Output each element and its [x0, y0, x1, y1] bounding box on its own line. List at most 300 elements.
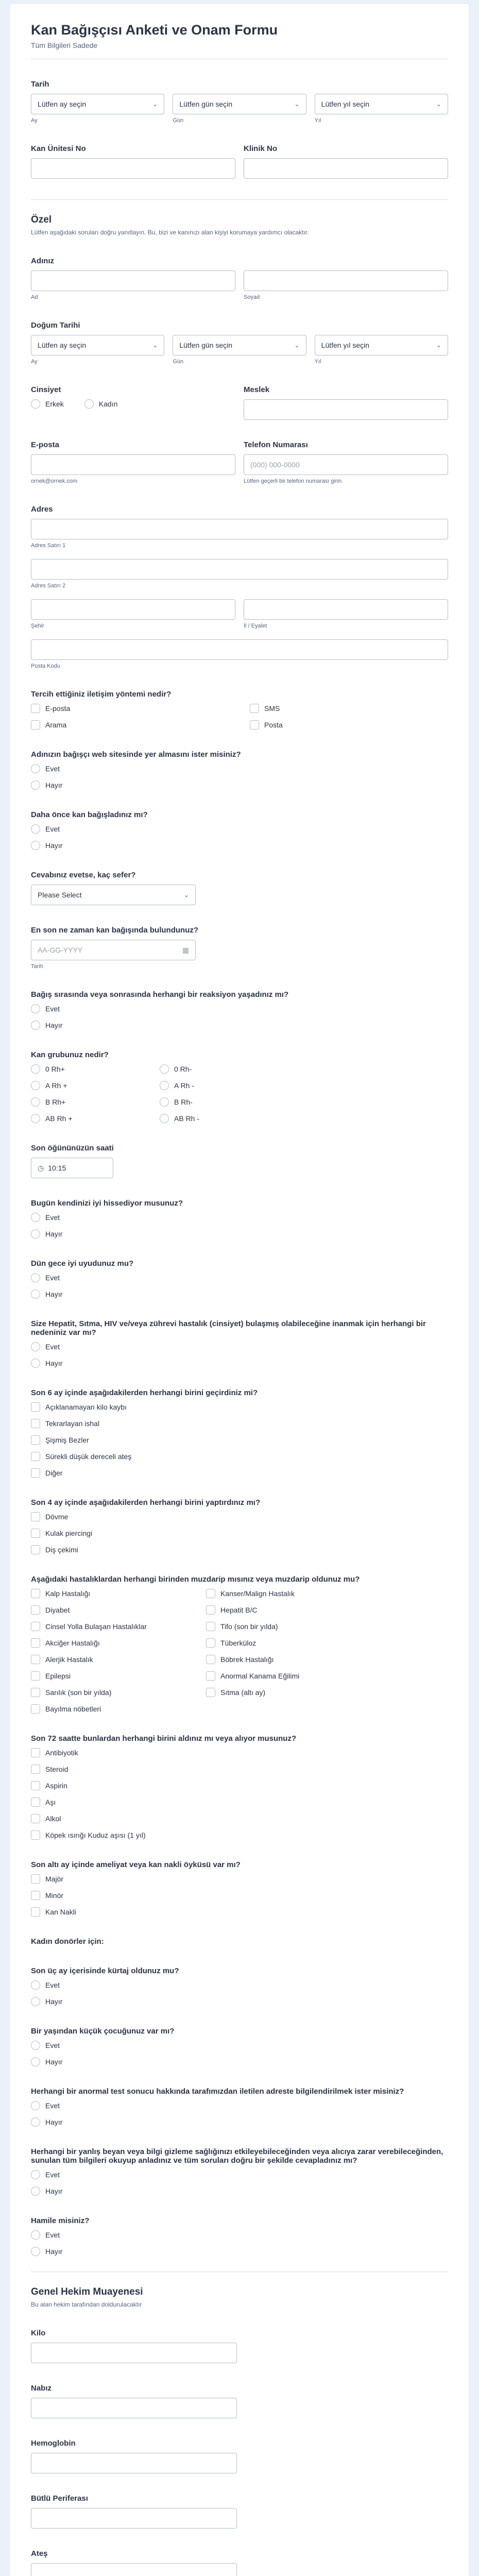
first-name-input[interactable]	[31, 270, 235, 291]
pulse-input[interactable]	[31, 2398, 237, 2418]
option-label: Erkek	[45, 400, 64, 409]
checkbox[interactable]	[31, 1781, 40, 1790]
clock-icon: ◷	[38, 1163, 44, 1172]
radio[interactable]	[31, 1997, 40, 2006]
radio[interactable]	[160, 1081, 169, 1090]
checkbox[interactable]	[31, 1798, 40, 1807]
checkbox[interactable]	[31, 1655, 40, 1664]
option-item[interactable]	[31, 1655, 185, 1664]
checkbox[interactable]	[31, 1704, 40, 1714]
option-label: Dövme	[45, 1513, 69, 1521]
hepatitis-field	[31, 1319, 448, 1368]
registry-option[interactable]	[31, 781, 448, 790]
option-item[interactable]	[31, 1704, 185, 1714]
checkbox[interactable]	[31, 1605, 40, 1615]
date-label: Tarih	[31, 80, 49, 89]
last-donation-placeholder: AA-GG-YYYY	[38, 946, 83, 955]
dob-month-select[interactable]	[31, 335, 164, 355]
surgery-option[interactable]	[31, 1874, 448, 1884]
blood-option[interactable]	[31, 1064, 139, 1074]
option-label: Hayır	[45, 2118, 63, 2127]
meal-time-value: 10:15	[48, 1164, 66, 1173]
form-card	[10, 4, 469, 2576]
checkbox[interactable]	[31, 1874, 40, 1884]
job-label: Meslek	[244, 385, 270, 395]
contact-option[interactable]	[250, 720, 448, 730]
email-phone-row	[31, 440, 448, 484]
radio[interactable]	[31, 1004, 40, 1013]
city-input[interactable]	[31, 599, 235, 620]
option-item[interactable]	[206, 1671, 361, 1681]
checkbox[interactable]	[206, 1655, 215, 1664]
option-label: Tifo (son bir yılda)	[220, 1622, 278, 1631]
page-title: Kan Bağışçısı Anketi ve Onam Formu	[31, 22, 278, 38]
radio[interactable]	[31, 399, 40, 409]
date-month-sublabel: Ay	[31, 117, 38, 124]
dob-day-sublabel: Gün	[173, 359, 184, 365]
date-month-value: Lütfen ay seçin	[38, 100, 87, 109]
option-item[interactable]	[31, 1814, 448, 1823]
temp-input[interactable]	[31, 2563, 237, 2576]
chevron-down-icon: ⌄	[152, 100, 158, 108]
option-label: E-posta	[45, 704, 71, 713]
six-month-option[interactable]	[31, 1402, 448, 1412]
option-label: Kadın	[98, 400, 118, 409]
email-sublabel: ornek@ornek.com	[31, 478, 78, 485]
option-label: Sürekli düşük dereceli ateş	[45, 1452, 132, 1461]
seventy-two-field	[31, 1734, 448, 1840]
blood-option[interactable]	[31, 1097, 139, 1107]
last-donation-sublabel: Tarih	[31, 963, 43, 970]
address-line2-sublabel: Adres Satırı 2	[31, 583, 66, 589]
unit-no-input[interactable]	[31, 158, 235, 179]
radio[interactable]	[31, 1229, 40, 1239]
name-field	[31, 257, 448, 300]
weight-field	[31, 2329, 448, 2363]
option-item[interactable]	[31, 1638, 185, 1648]
contact-option[interactable]	[31, 720, 229, 730]
option-label: Hayır	[45, 1290, 63, 1299]
option-item[interactable]	[206, 1605, 361, 1615]
address-line1-sublabel: Adres Satırı 1	[31, 543, 66, 549]
gender-job-row	[31, 385, 448, 420]
radio[interactable]	[31, 1273, 40, 1282]
state-input[interactable]	[244, 599, 448, 620]
option-label: Evet	[45, 1343, 60, 1351]
radio[interactable]	[31, 1064, 40, 1074]
baby-field	[31, 2027, 448, 2066]
pregnant-option[interactable]	[31, 2247, 448, 2256]
reaction-option[interactable]	[31, 1004, 448, 1013]
option-item[interactable]	[206, 1622, 361, 1631]
checkbox[interactable]	[31, 1688, 40, 1697]
six-month-option[interactable]	[31, 1435, 448, 1445]
exam-heading: Genel Hekim Muayenesi	[31, 2286, 143, 2298]
option-label: Steroid	[45, 1765, 69, 1774]
option-item[interactable]	[31, 1831, 448, 1840]
blood-option[interactable]	[160, 1081, 268, 1090]
radio[interactable]	[31, 2041, 40, 2050]
option-label: Kalp Hastalığı	[45, 1589, 91, 1598]
before-option[interactable]	[31, 824, 448, 834]
option-label: Diyabet	[45, 1606, 70, 1615]
option-label: B Rh-	[174, 1098, 193, 1107]
option-label: Kan Nakli	[45, 1908, 76, 1917]
address-line1-input[interactable]	[31, 519, 448, 539]
date-day-sublabel: Gün	[173, 117, 184, 124]
option-item[interactable]	[31, 1688, 185, 1697]
pulse-field	[31, 2384, 448, 2418]
result-option[interactable]	[31, 2101, 448, 2110]
radio[interactable]	[160, 1097, 169, 1107]
hepatitis-option[interactable]	[31, 1342, 448, 1351]
option-label: Anormal Kanama Eğilimi	[220, 1672, 300, 1681]
dob-month-sublabel: Ay	[31, 359, 38, 365]
checkbox[interactable]	[206, 1589, 215, 1598]
checkbox[interactable]	[206, 1688, 215, 1697]
date-year-sublabel: Yıl	[314, 117, 321, 124]
option-label: Bayılma nöbetleri	[45, 1705, 101, 1714]
radio[interactable]	[31, 2170, 40, 2179]
dob-label: Doğum Tarihi	[31, 321, 80, 330]
women-heading: Kadın donörler için:	[31, 1937, 104, 1946]
option-label: Diğer	[45, 1469, 63, 1478]
email-label: E-posta	[31, 440, 60, 450]
feel-field	[31, 1199, 448, 1239]
surgery-option[interactable]	[31, 1907, 448, 1917]
option-item[interactable]	[31, 1765, 448, 1774]
checkbox[interactable]	[31, 1622, 40, 1631]
option-item[interactable]	[206, 1589, 361, 1598]
abortion-label: Son üç ay içerisinde kürtaj oldunuz mu?	[31, 1967, 179, 1976]
illness-field	[31, 1575, 448, 1714]
checkbox[interactable]	[250, 720, 259, 730]
six-month-field	[31, 1388, 448, 1478]
option-item[interactable]	[31, 1622, 185, 1631]
checkbox[interactable]	[31, 1671, 40, 1681]
option-item[interactable]	[31, 1605, 185, 1615]
pregnant-label: Hamile misiniz?	[31, 2216, 90, 2226]
chevron-down-icon: ⌄	[436, 342, 441, 349]
dob-year-select[interactable]	[315, 335, 448, 355]
declaration-label: Herhangi bir yanlış beyan veya bilgi gizleme sağlığınızı etkileyebileceğinden veya alıcıya zarar verebileceğinden, sunulan tüm bilgileri okuyup anladınız ve tüm soruları doğru bir şekilde cevapladınız mı?	[31, 2147, 443, 2165]
checkbox[interactable]	[31, 1831, 40, 1840]
registry-field	[31, 750, 448, 790]
before-label: Daha önce kan bağışladınız mı?	[31, 810, 148, 820]
option-item[interactable]	[31, 1671, 185, 1681]
blood-label: Kan grubunuz nedir?	[31, 1050, 109, 1060]
reaction-option[interactable]	[31, 1021, 448, 1030]
sleep-option[interactable]	[31, 1273, 448, 1282]
phone-input[interactable]: (000) 000-0000	[244, 454, 448, 475]
checkbox[interactable]	[31, 1435, 40, 1445]
option-label: Antibiyotik	[45, 1749, 78, 1757]
option-label: Alkol	[45, 1815, 61, 1823]
pregnant-field	[31, 2216, 448, 2256]
phone-label: Telefon Numarası	[244, 440, 308, 450]
dob-month-value: Lütfen ay seçin	[38, 341, 87, 350]
reaction-label: Bağış sırasında veya sonrasında herhangi bir reaksiyon yaşadınız mı?	[31, 990, 289, 999]
job-input[interactable]	[244, 399, 448, 420]
option-label: Hayır	[45, 841, 63, 850]
four-month-field	[31, 1498, 448, 1554]
sleep-option[interactable]	[31, 1290, 448, 1299]
checkbox[interactable]	[31, 1402, 40, 1412]
chevron-down-icon: ⌄	[436, 100, 441, 108]
radio[interactable]	[31, 1081, 40, 1090]
contact-option[interactable]	[250, 704, 448, 713]
option-label: Akciğer Hastalığı	[45, 1639, 100, 1648]
checkbox[interactable]	[250, 704, 259, 713]
abortion-option[interactable]	[31, 1997, 448, 2006]
option-label: Evet	[45, 1981, 60, 1990]
clinic-no-label: Klinik No	[244, 144, 278, 154]
checkbox[interactable]	[31, 1765, 40, 1774]
option-item[interactable]	[31, 1589, 185, 1598]
bp-input[interactable]	[31, 2508, 237, 2529]
hb-label: Hemoglobin	[31, 2439, 76, 2448]
last-donation-input[interactable]	[31, 940, 196, 960]
checkbox[interactable]	[31, 1452, 40, 1461]
radio[interactable]	[31, 1290, 40, 1299]
bp-label: Bütlü Periferası	[31, 2494, 88, 2503]
blood-option[interactable]	[160, 1114, 268, 1123]
checkbox[interactable]	[206, 1622, 215, 1631]
option-label: SMS	[264, 704, 280, 713]
checkbox[interactable]	[31, 1419, 40, 1428]
radio[interactable]	[31, 1359, 40, 1368]
six-month-option[interactable]	[31, 1468, 448, 1478]
blood-option[interactable]	[31, 1114, 139, 1123]
option-label: Şişmiş Bezler	[45, 1436, 89, 1445]
option-label: Hayır	[45, 2058, 63, 2066]
radio[interactable]	[84, 399, 94, 409]
how-many-select[interactable]	[31, 885, 196, 905]
option-label: A Rh +	[45, 1081, 67, 1090]
result-option[interactable]	[31, 2117, 448, 2127]
checkbox[interactable]	[31, 1512, 40, 1521]
date-year-value: Lütfen yıl seçin	[321, 100, 370, 109]
chevron-down-icon: ⌄	[294, 100, 300, 108]
zip-input[interactable]	[31, 639, 448, 660]
reaction-field	[31, 990, 448, 1030]
checkbox[interactable]	[31, 1891, 40, 1900]
checkbox[interactable]	[31, 1468, 40, 1478]
radio[interactable]	[31, 824, 40, 834]
bp-field	[31, 2494, 448, 2529]
dob-field	[31, 321, 448, 365]
radio[interactable]	[31, 2117, 40, 2127]
email-input[interactable]	[31, 454, 235, 475]
radio[interactable]	[31, 2230, 40, 2240]
checkbox[interactable]	[206, 1671, 215, 1681]
radio[interactable]	[160, 1064, 169, 1074]
option-label: Evet	[45, 1213, 60, 1222]
meal-time-input[interactable]	[31, 1158, 113, 1178]
option-label: Hepatit B/C	[220, 1606, 258, 1615]
radio[interactable]	[31, 2057, 40, 2066]
checkbox[interactable]	[31, 1529, 40, 1538]
dob-year-value: Lütfen yıl seçin	[321, 341, 370, 350]
radio[interactable]	[31, 764, 40, 773]
checkbox[interactable]	[206, 1638, 215, 1648]
checkbox[interactable]	[31, 704, 40, 713]
checkbox[interactable]	[31, 1638, 40, 1648]
option-item[interactable]	[206, 1638, 361, 1648]
option-label: Sıtma (altı ay)	[220, 1688, 266, 1697]
surgery-option[interactable]	[31, 1891, 448, 1900]
blood-option[interactable]	[31, 1081, 139, 1090]
dob-day-select[interactable]	[173, 335, 306, 355]
illness-label: Aşağıdaki hastalıklardan herhangi birinden muzdarip mısınız veya muzdarip oldunuz mu?	[31, 1575, 360, 1584]
zip-sublabel: Posta Kodu	[31, 663, 60, 670]
radio[interactable]	[160, 1114, 169, 1123]
checkbox[interactable]	[31, 1545, 40, 1554]
checkbox[interactable]	[31, 1748, 40, 1757]
option-item[interactable]	[206, 1688, 361, 1697]
contact-option[interactable]	[31, 704, 229, 713]
address-line2-input[interactable]	[31, 559, 448, 580]
result-field	[31, 2087, 448, 2127]
radio[interactable]	[31, 1213, 40, 1222]
option-label: Aspirin	[45, 1782, 67, 1790]
option-label: Hayır	[45, 1021, 63, 1030]
how-many-field	[31, 871, 448, 905]
personal-heading: Özel	[31, 214, 52, 226]
option-label: Hayır	[45, 2247, 63, 2256]
date-day-select[interactable]	[173, 94, 306, 114]
checkbox[interactable]	[31, 1814, 40, 1823]
option-label: Kulak piercingi	[45, 1529, 93, 1538]
gender-option[interactable]	[31, 399, 64, 409]
declaration-option[interactable]	[31, 2170, 448, 2179]
weight-input[interactable]	[31, 2343, 237, 2363]
how-many-label: Cevabınız evetse, kaç sefer?	[31, 871, 136, 880]
personal-desc: Lütfen aşağıdaki soruları doğru yanıtlayın. Bu, bizi ve kanınızı alan kişiyi korumaya yardımcı olacaktır.	[31, 229, 309, 236]
blood-option[interactable]	[160, 1097, 268, 1107]
option-item[interactable]	[31, 1781, 448, 1790]
checkbox[interactable]	[206, 1605, 215, 1615]
option-label: B Rh+	[45, 1098, 66, 1107]
pulse-label: Nabız	[31, 2384, 52, 2393]
six-month-option[interactable]	[31, 1419, 448, 1428]
six-month-label: Son 6 ay içinde aşağıdakilerden herhangi birini geçirdiniz mi?	[31, 1388, 258, 1398]
blood-option[interactable]	[160, 1064, 268, 1074]
phone-sublabel: Lütfen geçerli bir telefon numarası girin.	[244, 478, 344, 485]
checkbox[interactable]	[31, 1907, 40, 1917]
address-label: Adres	[31, 505, 53, 514]
declaration-option[interactable]	[31, 2187, 448, 2196]
gender-option[interactable]	[84, 399, 118, 409]
option-item[interactable]	[31, 1748, 448, 1757]
before-option[interactable]	[31, 841, 448, 850]
option-label: Açıklanamayan kilo kaybı	[45, 1403, 127, 1412]
option-item[interactable]	[206, 1655, 361, 1664]
radio[interactable]	[31, 1021, 40, 1030]
registry-label: Adınızın bağışçı web sitesinde yer almasını ister misiniz?	[31, 750, 241, 759]
state-sublabel: İl / Eyalet	[244, 623, 267, 630]
option-label: Hayır	[45, 1359, 63, 1368]
pregnant-option[interactable]	[31, 2230, 448, 2240]
gender-label: Cinsiyet	[31, 385, 61, 395]
radio[interactable]	[31, 1114, 40, 1123]
abortion-option[interactable]	[31, 1980, 448, 1990]
option-label: 0 Rh-	[174, 1065, 192, 1074]
checkbox[interactable]	[31, 720, 40, 730]
radio[interactable]	[31, 781, 40, 790]
contact-label: Tercih ettiğiniz iletişim yöntemi nedir?	[31, 690, 172, 699]
feel-option[interactable]	[31, 1229, 448, 1239]
how-many-value: Please Select	[38, 891, 82, 900]
radio[interactable]	[31, 1342, 40, 1351]
baby-option[interactable]	[31, 2057, 448, 2066]
last-donation-label: En son ne zaman kan bağışında bulundunuz?	[31, 926, 199, 935]
option-label: Evet	[45, 1274, 60, 1282]
illness-options	[31, 1589, 361, 1714]
checkbox[interactable]	[31, 1589, 40, 1598]
radio[interactable]	[31, 2247, 40, 2256]
option-label: Arama	[45, 721, 67, 730]
radio[interactable]	[31, 841, 40, 850]
four-month-option[interactable]	[31, 1512, 448, 1521]
clinic-no-input[interactable]	[244, 158, 448, 179]
radio[interactable]	[31, 2101, 40, 2110]
registry-option[interactable]	[31, 764, 448, 773]
option-label: Minör	[45, 1891, 64, 1900]
last-name-input[interactable]	[244, 270, 448, 291]
option-label: Aşı	[45, 1798, 56, 1807]
contact-field	[31, 690, 448, 730]
sleep-field	[31, 1259, 448, 1299]
date-month-select[interactable]	[31, 94, 164, 114]
radio[interactable]	[31, 1097, 40, 1107]
before-field	[31, 810, 448, 850]
date-year-select[interactable]	[315, 94, 448, 114]
dob-year-sublabel: Yıl	[314, 359, 321, 365]
radio[interactable]	[31, 1980, 40, 1990]
option-label: Evet	[45, 1005, 60, 1013]
blood-field	[31, 1050, 448, 1123]
four-month-option[interactable]	[31, 1529, 448, 1538]
radio[interactable]	[31, 2187, 40, 2196]
four-month-label: Son 4 ay içinde aşağıdakilerden herhangi birini yaptırdınız mı?	[31, 1498, 261, 1507]
option-label: Hayır	[45, 781, 63, 790]
option-label: Alerjik Hastalık	[45, 1655, 93, 1664]
feel-label: Bugün kendinizi iyi hissediyor musunuz?	[31, 1199, 183, 1208]
page-subtitle: Tüm Bilgileri Sadede	[31, 41, 98, 50]
baby-option[interactable]	[31, 2041, 448, 2050]
calendar-icon[interactable]: ▦	[182, 945, 189, 954]
abortion-field	[31, 1967, 448, 2006]
first-name-sublabel: Ad	[31, 294, 38, 301]
six-month-option[interactable]	[31, 1452, 448, 1461]
option-item[interactable]	[31, 1798, 448, 1807]
surgery-label: Son altı ay içinde ameliyat veya kan nakli öyküsü var mı?	[31, 1860, 241, 1870]
option-label: Cinsel Yolla Bulaşan Hastalıklar	[45, 1622, 147, 1631]
surgery-field	[31, 1860, 448, 1917]
unit-clinic-row	[31, 144, 448, 179]
option-label: Epilepsi	[45, 1672, 71, 1681]
option-label: Hayır	[45, 2187, 63, 2196]
option-label: Evet	[45, 2102, 60, 2110]
hepatitis-option[interactable]	[31, 1359, 448, 1368]
option-label: AB Rh +	[45, 1114, 73, 1123]
feel-option[interactable]	[31, 1213, 448, 1222]
last-donation-field	[31, 926, 448, 970]
result-label: Herhangi bir anormal test sonucu hakkında tarafımızdan iletilen adreste bilgilendirilmek ister misiniz?	[31, 2087, 404, 2096]
four-month-option[interactable]	[31, 1545, 448, 1554]
hb-input[interactable]	[31, 2453, 237, 2473]
